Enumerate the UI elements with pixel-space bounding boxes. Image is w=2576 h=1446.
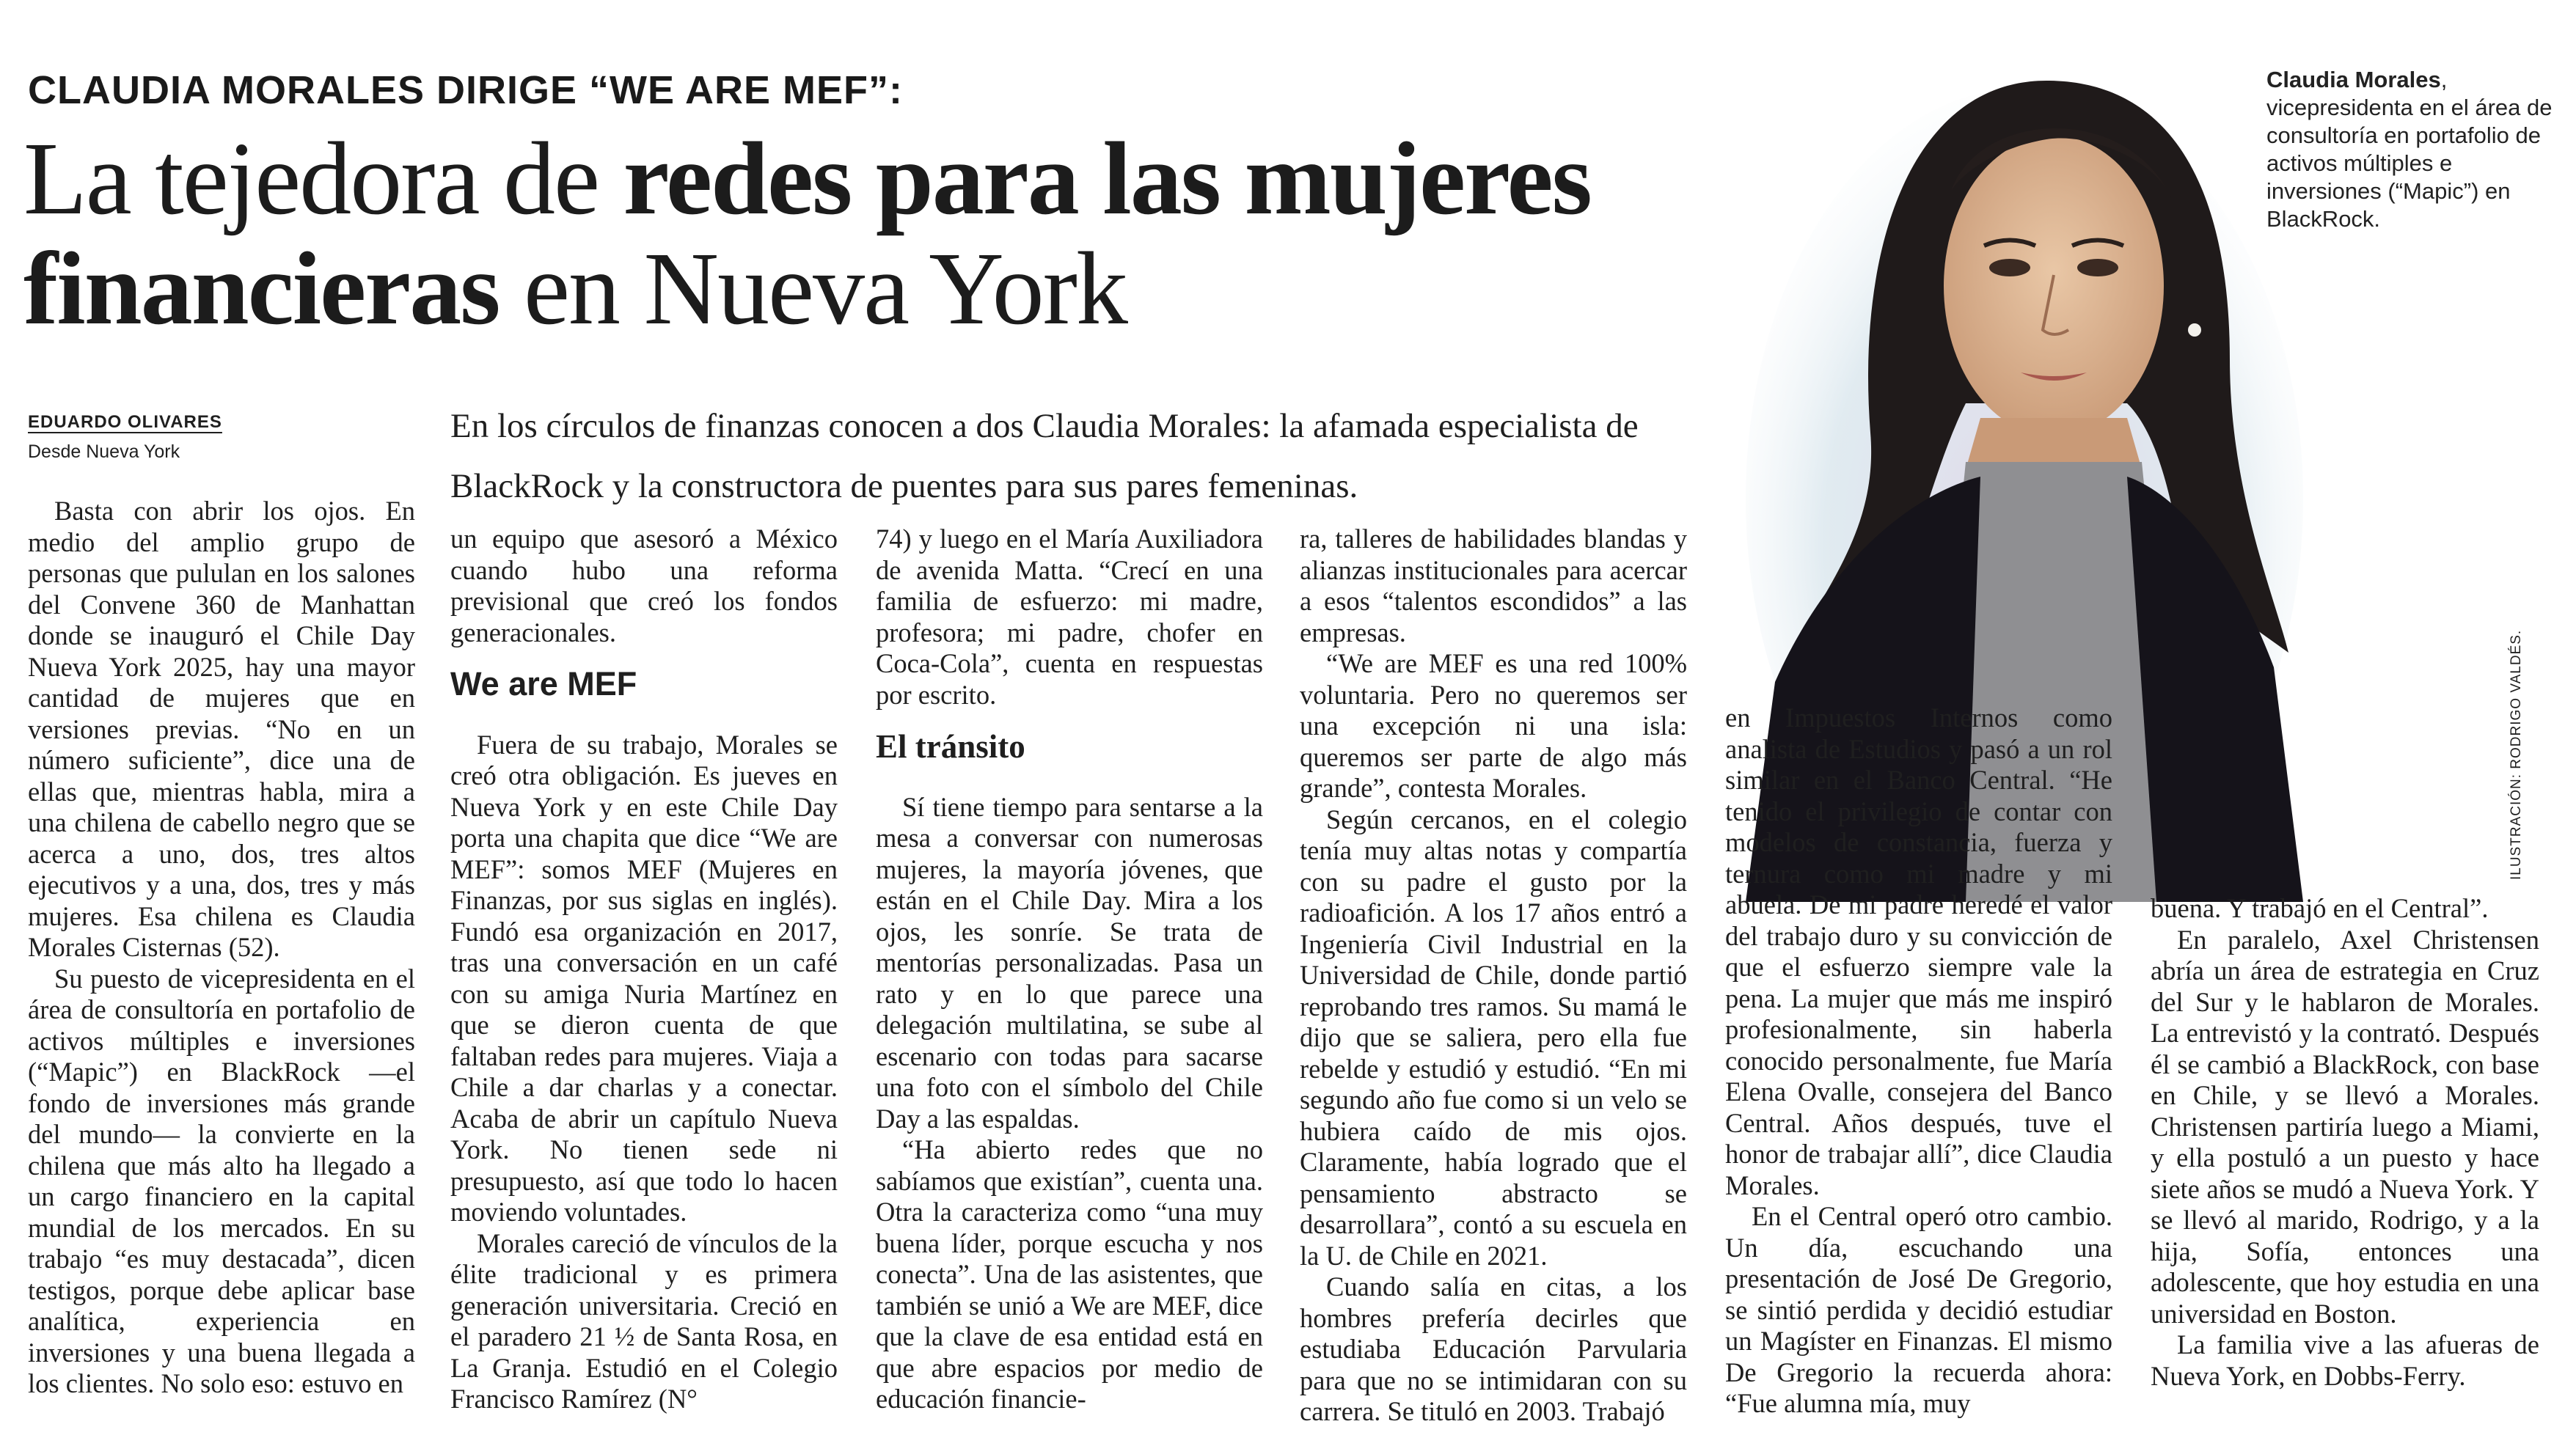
headline-part1: La tejedora de (23, 120, 623, 236)
byline-author: EDUARDO OLIVARES (28, 412, 222, 432)
paragraph: Cuando salía en citas, a los hombres prefería decirles que estudiaba Educación Parvularia para que no se intimidaran con su carrera. Se tituló en 2003. Trabajó (1300, 1271, 1687, 1426)
paragraph: buena. Y trabajó en el Central”. (2151, 893, 2489, 923)
headline-bold: redes para las mujeres financieras (23, 120, 1591, 346)
paragraph: “Ha abierto redes que no sabíamos que existían”, cuenta una. Otra la caracteriza como “una muy buena líder, porque escucha y nos conecta”. Una de las asistentes, que también se unió a We are MEF, dice que la clave de esa entidad está en que abre espacios por medio de educación financie- (876, 1134, 1263, 1414)
paragraph: un equipo que asesoró a México cuando hubo una reforma previsional que creó los fondos generacionales. (450, 524, 838, 647)
illustration-credit: ILUSTRACIÓN: RODRIGO VALDÉS. (2509, 629, 2524, 880)
caption-name: Claudia Morales (2266, 67, 2441, 92)
column-1 (28, 496, 415, 1400)
column-6 (2151, 893, 2539, 1392)
paragraph: en Impuestos Internos como analista de Estudios y pasó a un rol similar en el Banco Central. “He tenido el privilegio de contar con modelos de constancia, fuerza y ternura como mi madre y mi abuela. De mi padre heredé el valor del trabajo duro y su convicción de que el esfuerzo siempre vale la pena. La mujer que más me inspiró profesionalmente, sin haberla conocido personalmente, fue María Elena Ovalle, consejera del Banco Central. Años después, tuve el honor de trabajar allí”, dice Claudia Morales. (1725, 702, 2112, 1200)
paragraph: Fuera de su trabajo, Morales se creó otra obligación. Es jueves en Nueva York y en este Chile Day porta una chapita que dice “We are MEF”: somos MEF (Mujeres en Finanzas, por sus siglas en inglés). Fundó esa organización en 2017, tras una conversación en un café con su amiga Nuria Martínez en que se dieron cuenta de que faltaban redes para mujeres. Viaja a Chile a dar charlas y a conectar. Acaba de abrir un capítulo Nueva York. No tienen sede ni presupuesto, así que todo lo hacen moviendo voluntades. (450, 729, 838, 1227)
paragraph: “We are MEF es una red 100% voluntaria. Pero no queremos ser una excepción ni una isla: queremos ser parte de algo más grande”, contesta Morales. (1300, 648, 1687, 803)
left-eye (1989, 259, 2030, 276)
paragraph: La familia vive a las afueras de Nueva York, en Dobbs-Ferry. (2151, 1329, 2539, 1391)
paragraph: En el Central operó otro cambio. Un día, escuchando una presentación de José De Gregorio, se sintió perdida y decidió estudiar un Magíster en Finanzas. El mismo De Gregorio la recuerda ahora: “Fue alumna mía, muy (1725, 1201, 2112, 1418)
headline-part2: en Nueva York (499, 230, 1127, 346)
section-heading: We are MEF (450, 665, 637, 702)
deck: En los círculos de finanzas conocen a dos Claudia Morales: la afamada especialista de BlackRock y la constructora de puentes para sus pares femeninas. (450, 407, 1639, 505)
paragraph: Según cercanos, en el colegio tenía muy altas notas y compartía con su padre el gusto por la radioafición. A los 17 años entró a Ingeniería Civil Industrial en la Universidad de Chile, donde partió reprobando tres ramos. Su mamá le dijo que se saliera, pero ella fue rebelde y estudió y estudió. “En mi segundo año fue como si un velo se hubiera caído de mis ojos. Claramente, había logrado que el pensamiento abstracto se desarrollara”, contó a su escuela en la U. de Chile en 2021. (1300, 804, 1687, 1271)
headline (23, 120, 1784, 346)
kicker: CLAUDIA MORALES DIRIGE “WE ARE MEF”: (28, 68, 903, 112)
photo-caption (2266, 66, 2560, 233)
paragraph: Sí tiene tiempo para sentarse a la mesa a conversar con numerosas mujeres, la mayoría jóvenes, que están en el Chile Day. Mira a los ojos, les sonríe. Se trata de mentorías personalizadas. Pasa un rato y en lo que parece una delegación multilatina, se sube al escenario con todas para sacarse una foto con el símbolo del Chile Day a las espaldas. (876, 791, 1263, 1134)
column-5 (1725, 702, 2112, 1420)
neck (1966, 418, 2142, 469)
paragraph: Su puesto de vicepresidenta en el área de consultoría en portafolio de activos múltiples e inversiones (“Mapic”) en BlackRock —el fondo de inversiones más grande del mundo— la convierte en la chilena que más alto ha llegado a un cargo financiero en la capital mundial de los mercados. En su trabajo “es muy destacada”, dicen testigos, porque debe aplicar base analítica, experiencia en inversiones y una buena llegada a los clientes. No solo eso: estuvo en (28, 963, 415, 1398)
right-eye (2077, 259, 2118, 276)
column-4 (1300, 524, 1687, 1428)
column-3 (876, 524, 1263, 1415)
section-heading: El tránsito (876, 728, 1025, 765)
paragraph: Basta con abrir los ojos. En medio del amplio grupo de personas que pululan en los salones del Convene 360 de Manhattan donde se inauguró el Chile Day Nueva York 2025, hay una mayor cantidad de mujeres que en versiones previas. “No en un número suficiente”, dice una de ellas que, mientras habla, mira a una chilena de cabello negro que se acerca a uno, dos, tres altos ejecutivos y a una, dos, tres y más mujeres. Esa chilena es Claudia Morales Cisternas (52). (28, 496, 415, 962)
paragraph: Morales careció de vínculos de la élite tradicional y es primera generación universitaria. Creció en el paradero 21 ½ de Santa Rosa, en La Granja. Estudió en el Colegio Francisco Ramírez (N° (450, 1227, 838, 1414)
paragraph: ra, talleres de habilidades blandas y alianzas institucionales para acercar a esos “talentos escondidos” a las empresas. (1300, 524, 1687, 647)
paragraph: 74) y luego en el María Auxiliadora de avenida Matta. “Crecí en una familia de esfuerzo: mi madre, profesora; mi padre, chofer en Coca-Cola”, cuenta en respuestas por escrito. (876, 524, 1263, 710)
column-2 (450, 524, 838, 1415)
earring (2188, 323, 2201, 337)
byline-dateline: Desde Nueva York (28, 441, 180, 462)
face-shape (1944, 136, 2164, 436)
paragraph: En paralelo, Axel Christensen abría un área de estrategia en Cruz del Sur y le hablaron de Morales. La entrevistó y la contrató. Después él se cambió a BlackRock, con base en Chile, y se llevó a Morales. Christensen partiría luego a Miami, y ella postuló a un puesto y hace siete años se mudó a Nueva York. Y se llevó al marido, Rodrigo, y a la hija, Sofía, entonces una adolescente, que hoy estudia en una universidad en Boston. (2151, 924, 2539, 1329)
caption-text: , vicepresidenta en el área de consultoría en portafolio de activos múltiples e inversiones (“Mapic”) en BlackRock. (2266, 67, 2553, 232)
